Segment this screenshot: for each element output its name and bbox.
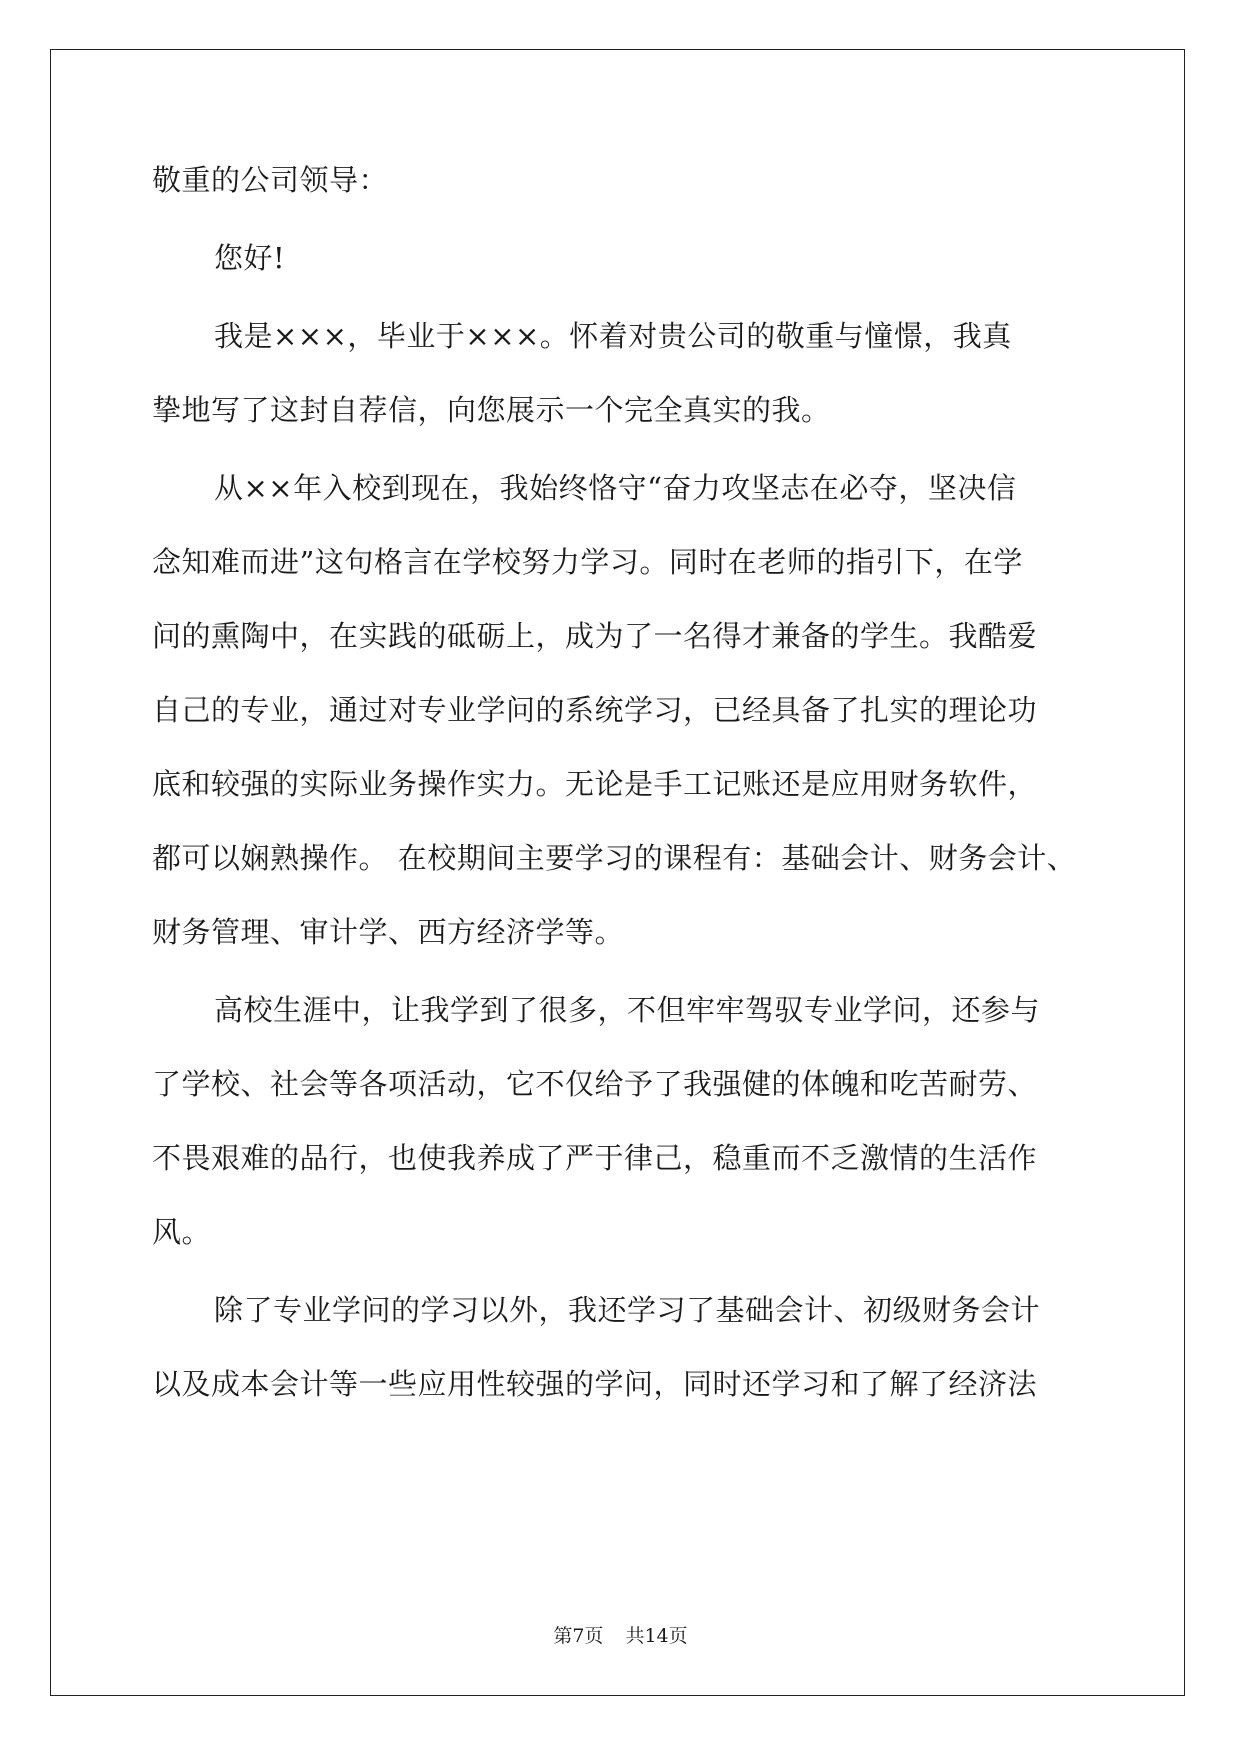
paragraph-line: 了学校、社会等各项活动，它不仅给予了我强健的体魄和吃苦耐劳、 <box>152 1067 1038 1101</box>
paragraph-line: 从××年入校到现在，我始终恪守“奋力攻坚志在必夺，坚决信 <box>214 471 1017 505</box>
paragraph-line: 念知难而进”这句格言在学校努力学习。同时在老师的指引下，在学 <box>152 545 1023 579</box>
paragraph-line: 问的熏陶中，在实践的砥砺上，成为了一名得才兼备的学生。我酷爱 <box>152 619 1038 653</box>
paragraph-line: 我是×××，毕业于×××。怀着对贵公司的敬重与憧憬，我真 <box>214 319 1012 353</box>
salutation: 敬重的公司领导： <box>152 163 389 197</box>
paragraph-line: 风。 <box>152 1215 212 1249</box>
greeting: 您好! <box>214 241 286 275</box>
paragraph-line: 以及成本会计等一些应用性较强的学问，同时还学习和了解了经济法 <box>152 1367 1038 1401</box>
paragraph-line: 除了专业学问的学习以外，我还学习了基础会计、初级财务会计 <box>214 1293 1041 1327</box>
paragraph-line: 财务管理、审计学、西方经济学等。 <box>152 915 625 949</box>
page-total: 共14页 <box>625 1625 688 1647</box>
paragraph-line: 都可以娴熟操作。 在校期间主要学习的课程有：基础会计、财务会计、 <box>152 841 1077 875</box>
paragraph-line: 自己的专业，通过对专业学问的系统学习，已经具备了扎实的理论功 <box>152 693 1038 727</box>
page-number: 第7页 <box>553 1625 604 1647</box>
page-footer <box>0 1624 1241 1648</box>
paragraph-line: 底和较强的实际业务操作实力。无论是手工记账还是应用财务软件， <box>152 767 1038 801</box>
paragraph-line: 挚地写了这封自荐信，向您展示一个完全真实的我。 <box>152 393 831 427</box>
paragraph-line: 高校生涯中，让我学到了很多，不但牢牢驾驭专业学问，还参与 <box>214 993 1041 1027</box>
paragraph-line: 不畏艰难的品行，也使我养成了严于律己，稳重而不乏激情的生活作 <box>152 1141 1038 1175</box>
